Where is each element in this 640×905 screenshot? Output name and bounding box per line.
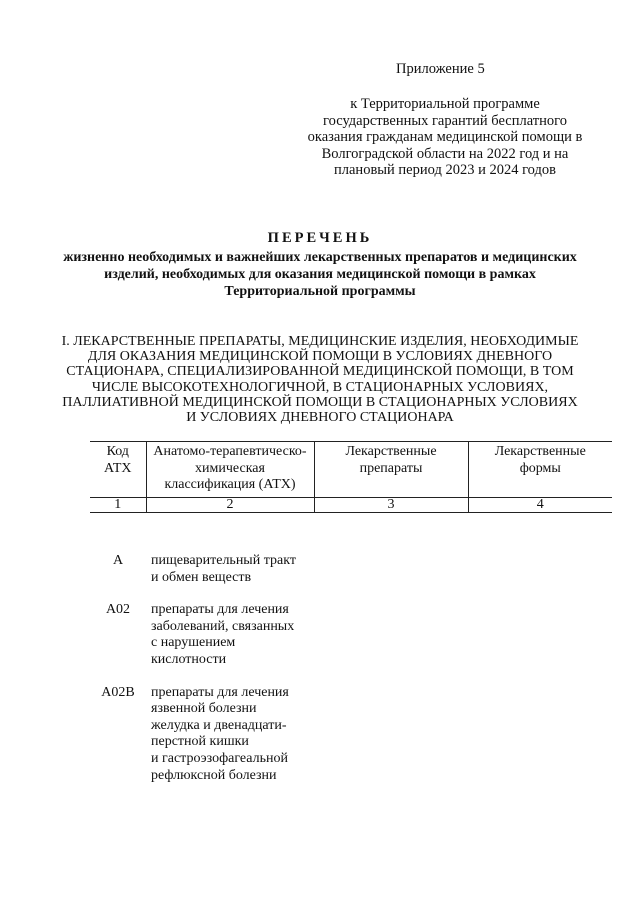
entry-name: препараты для лечения заболеваний, связанных с нарушением кислотности [151,602,295,667]
list-item [90,553,612,586]
entry-name: пищеварительный тракт и обмен веществ [151,553,296,585]
entry-code: A02B [101,684,135,700]
appendix-label: Приложение 5 [396,61,485,77]
header-dosage-forms: Лекарственные формы [468,442,612,498]
header-drugs: Лекарственные препараты [314,442,468,498]
table-column-numbers-row [90,497,612,512]
header-atc-code: Код АТХ [90,442,146,498]
atc-entries-list [90,553,612,800]
list-item [90,602,612,668]
entry-code: A02 [105,602,131,618]
entry-name: препараты для лечения язвенной болезни желудка и двенадцати- перстной кишки и гастроэзофагеальной рефлюксной болезни [151,684,289,783]
table-header-row [90,442,612,498]
document-subtitle: жизненно необходимых и важнейших лекарственных препаратов и медицинских изделий, необходимых для оказания медицинской помощи в рамках Территориальной программы [63,250,577,299]
column-number: 2 [146,497,314,512]
atc-table [90,441,612,513]
section-heading: I. ЛЕКАРСТВЕННЫЕ ПРЕПАРАТЫ, МЕДИЦИНСКИЕ ИЗДЕЛИЯ, НЕОБХОДИМЫЕ ДЛЯ ОКАЗАНИЯ МЕДИЦИНСКОЙ ПОМОЩИ В УСЛОВИЯХ ДНЕВНОГО СТАЦИОНАРА, СПЕЦИАЛИЗИРОВАННОЙ МЕДИЦИНСКОЙ ПОМОЩИ, В ТОМ ЧИСЛЕ ВЫСОКОТЕХНОЛОГИЧНОЙ, В СТАЦИОНАРНЫХ УСЛОВИЯХ, ПАЛЛИАТИВНОЙ МЕДИЦИНСКОЙ ПОМОЩИ В СТАЦИОНАРНЫХ УСЛОВИЯХ И УСЛОВИЯХ ДНЕВНОГО СТАЦИОНАРА [61,334,579,426]
list-item [90,685,612,785]
column-number: 4 [468,497,612,512]
header-atc-classification: Анатомо-терапевтическо-химическая классификация (АТХ) [146,442,314,498]
entry-code: A [112,553,124,568]
document-title: ПЕРЕЧЕНЬ [267,230,373,246]
column-number: 1 [90,497,146,512]
appendix-note: к Территориальной программе государственных гарантий бесплатного оказания гражданам медицинской помощи в Волгоградской области на 2022 год и на плановый период 2023 и 2024 годов [307,96,583,179]
column-number: 3 [314,497,468,512]
